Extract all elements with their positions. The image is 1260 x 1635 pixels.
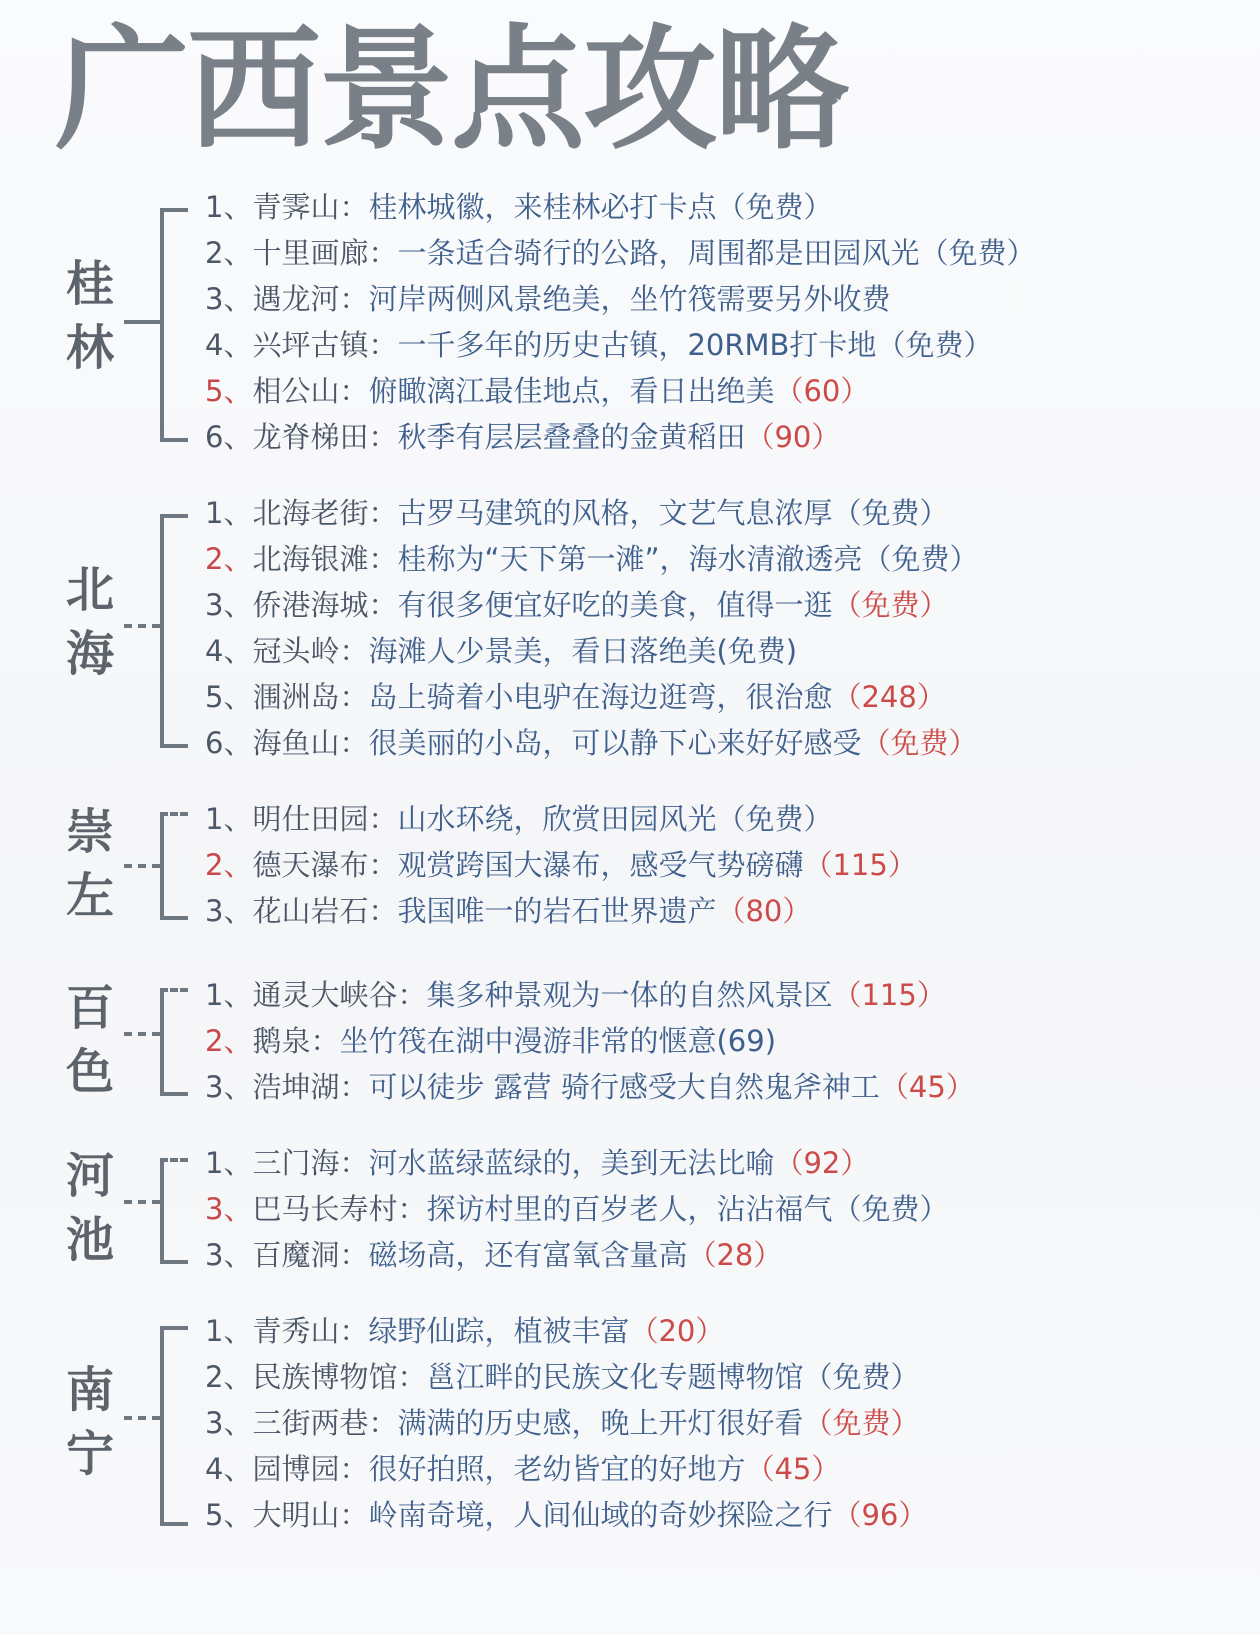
item-number: 5、 [205, 1498, 253, 1532]
item-price: （248） [832, 680, 946, 714]
item-name: 涠洲岛： [252, 680, 369, 714]
list-item [205, 1232, 782, 1278]
item-number: 3、 [205, 1192, 253, 1226]
item-number: 4、 [205, 1452, 253, 1486]
list-item [205, 972, 946, 1018]
item-description: 有很多便宜好吃的美食，值得一逛 [397, 588, 833, 622]
item-number: 2、 [205, 1360, 253, 1394]
city-label: 百 色 [65, 980, 114, 1100]
item-number: 2、 [205, 1024, 253, 1058]
item-name: 侨港海城： [252, 588, 398, 622]
list-item [205, 322, 992, 368]
list-item [205, 1354, 920, 1400]
item-name: 冠头岭： [252, 634, 369, 668]
item-description: 河水蓝绿蓝绿的，美到无法比喻 [368, 1146, 775, 1180]
bracket-stub [124, 1416, 160, 1420]
item-description: 绿野仙踪，植被丰富 [368, 1314, 630, 1348]
item-price: （28） [687, 1238, 783, 1272]
item-name: 民族博物馆： [252, 1360, 427, 1394]
item-name: 百魔洞： [252, 1238, 369, 1272]
list-item [205, 230, 1036, 276]
list-item [205, 536, 979, 582]
item-description: 坐竹筏在湖中漫游非常的惬意 [339, 1024, 717, 1058]
item-description: 海滩人少景美，看日落绝美 [368, 634, 717, 668]
city-label: 北 海 [65, 562, 114, 682]
item-number: 2、 [205, 848, 253, 882]
item-price: （80） [716, 894, 812, 928]
list-item [205, 720, 978, 766]
list-item [205, 674, 946, 720]
item-description: 桂林城徽，来桂林必打卡点 [368, 190, 717, 224]
item-price: （45） [745, 1452, 841, 1486]
list-item [205, 628, 797, 674]
city-label: 崇 左 [65, 804, 114, 924]
item-description: 山水环绕，欣赏田园风光 [397, 802, 717, 836]
item-description: 岭南奇境，人间仙域的奇妙探险之行 [368, 1498, 833, 1532]
list-item [205, 1400, 920, 1446]
item-number: 1、 [205, 1314, 253, 1348]
item-description: 古罗马建筑的风格，文艺气息浓厚 [397, 496, 833, 530]
item-price: （免费） [862, 542, 979, 576]
item-description: 我国唯一的岩石世界遗产 [397, 894, 717, 928]
item-description: 探访村里的百岁老人，沾沾福气 [426, 1192, 833, 1226]
item-description: 河岸两侧风景绝美，坐竹筏需要另外收费 [368, 282, 891, 316]
item-number: 3、 [205, 588, 253, 622]
item-description: 磁场高，还有富氧含量高 [368, 1238, 688, 1272]
item-price: （免费） [861, 726, 978, 760]
list-item [205, 368, 869, 414]
item-number: 2、 [205, 542, 253, 576]
item-description: 俯瞰漓江最佳地点，看日出绝美 [368, 374, 775, 408]
item-name: 龙脊梯田： [252, 420, 398, 454]
item-number: 3、 [205, 1070, 253, 1104]
item-price: （96） [832, 1498, 928, 1532]
item-name: 相公山： [252, 374, 369, 408]
bracket [160, 208, 188, 442]
bracket-stub [124, 1032, 160, 1036]
bracket [160, 988, 188, 1096]
item-price: （免费） [876, 328, 993, 362]
list-item [205, 842, 917, 888]
item-number: 4、 [205, 634, 253, 668]
item-number: 1、 [205, 1146, 253, 1180]
item-name: 大明山： [252, 1498, 369, 1532]
city-label: 南 宁 [65, 1362, 114, 1482]
bracket-stub [124, 864, 160, 868]
item-number: 6、 [205, 726, 253, 760]
list-item [205, 582, 949, 628]
list-item [205, 1308, 724, 1354]
city-label: 桂 林 [65, 256, 114, 376]
item-description: 观赏跨国大瀑布，感受气势磅礴 [397, 848, 804, 882]
list-item [205, 1492, 927, 1538]
list-item [205, 414, 840, 460]
bracket [160, 1326, 188, 1526]
list-item [205, 1446, 840, 1492]
item-number: 4、 [205, 328, 253, 362]
item-name: 三门海： [252, 1146, 369, 1180]
list-item [205, 796, 833, 842]
bracket-stub [124, 624, 160, 628]
list-item [205, 1186, 949, 1232]
bracket [160, 1158, 188, 1264]
item-name: 明仕田园： [252, 802, 398, 836]
list-item [205, 276, 890, 322]
item-name: 巴马长寿村： [252, 1192, 427, 1226]
item-name: 园博园： [252, 1452, 369, 1486]
item-name: 通灵大峡谷： [252, 978, 427, 1012]
list-item [205, 1018, 776, 1064]
item-price: （115） [803, 848, 917, 882]
bracket-stub [124, 320, 160, 324]
item-description: 一千多年的历史古镇，20RMB打卡地 [397, 328, 877, 362]
item-name: 青秀山： [252, 1314, 369, 1348]
item-description: 岛上骑着小电驴在海边逛弯，很治愈 [368, 680, 833, 714]
item-price: （免费） [832, 588, 949, 622]
item-price: （92） [774, 1146, 870, 1180]
item-name: 兴坪古镇： [252, 328, 398, 362]
item-number: 3、 [205, 282, 253, 316]
item-number: 1、 [205, 802, 253, 836]
item-number: 1、 [205, 496, 253, 530]
item-price: （免费） [803, 1360, 920, 1394]
item-number: 3、 [205, 1406, 253, 1440]
item-name: 青霁山： [252, 190, 369, 224]
item-price: （免费） [803, 1406, 920, 1440]
item-description: 一条适合骑行的公路，周围都是田园风光 [397, 236, 920, 270]
item-name: 三街两巷： [252, 1406, 398, 1440]
list-item [205, 888, 811, 934]
item-price: （免费） [832, 1192, 949, 1226]
list-item [205, 184, 833, 230]
bracket-stub [124, 1200, 160, 1204]
item-description: 满满的历史感，晚上开灯很好看 [397, 1406, 804, 1440]
item-description: 邕江畔的民族文化专题博物馆 [426, 1360, 804, 1394]
item-name: 十里画廊： [252, 236, 398, 270]
list-item [205, 490, 949, 536]
city-label: 河 池 [65, 1148, 114, 1268]
bracket [160, 514, 188, 748]
item-price: （45） [879, 1070, 975, 1104]
item-price: （免费） [716, 802, 833, 836]
item-number: 1、 [205, 978, 253, 1012]
item-price: （60） [774, 374, 870, 408]
list-item [205, 1064, 975, 1110]
item-price: （115） [832, 978, 946, 1012]
item-name: 海鱼山： [252, 726, 369, 760]
item-name: 花山岩石： [252, 894, 398, 928]
item-number: 1、 [205, 190, 253, 224]
item-description: 秋季有层层叠叠的金黄稻田 [397, 420, 746, 454]
item-description: 很好拍照，老幼皆宜的好地方 [368, 1452, 746, 1486]
bracket [160, 812, 188, 920]
item-description: 可以徒步 露营 骑行感受大自然鬼斧神工 [368, 1070, 880, 1104]
item-price: （免费） [832, 496, 949, 530]
item-price: （免费） [919, 236, 1036, 270]
item-description: 很美丽的小岛，可以静下心来好好感受 [368, 726, 862, 760]
item-description: 桂称为“天下第一滩”，海水清澈透亮 [397, 542, 863, 576]
item-name: 北海老街： [252, 496, 398, 530]
item-name: 北海银滩： [252, 542, 398, 576]
item-name: 德天瀑布： [252, 848, 398, 882]
item-name: 遇龙河： [252, 282, 369, 316]
item-price: （90） [745, 420, 841, 454]
item-price: (免费) [716, 634, 798, 668]
item-number: 5、 [205, 680, 253, 714]
item-name: 浩坤湖： [252, 1070, 369, 1104]
item-description: 集多种景观为一体的自然风景区 [426, 978, 833, 1012]
list-item [205, 1140, 869, 1186]
item-number: 6、 [205, 420, 253, 454]
item-price: （免费） [716, 190, 833, 224]
item-number: 3、 [205, 894, 253, 928]
item-name: 鹅泉： [252, 1024, 340, 1058]
page-title: 广西景点攻略 [55, 12, 848, 168]
item-price: （20） [629, 1314, 725, 1348]
item-number: 5、 [205, 374, 253, 408]
item-number: 2、 [205, 236, 253, 270]
item-number: 3、 [205, 1238, 253, 1272]
item-price: (69) [716, 1024, 777, 1058]
